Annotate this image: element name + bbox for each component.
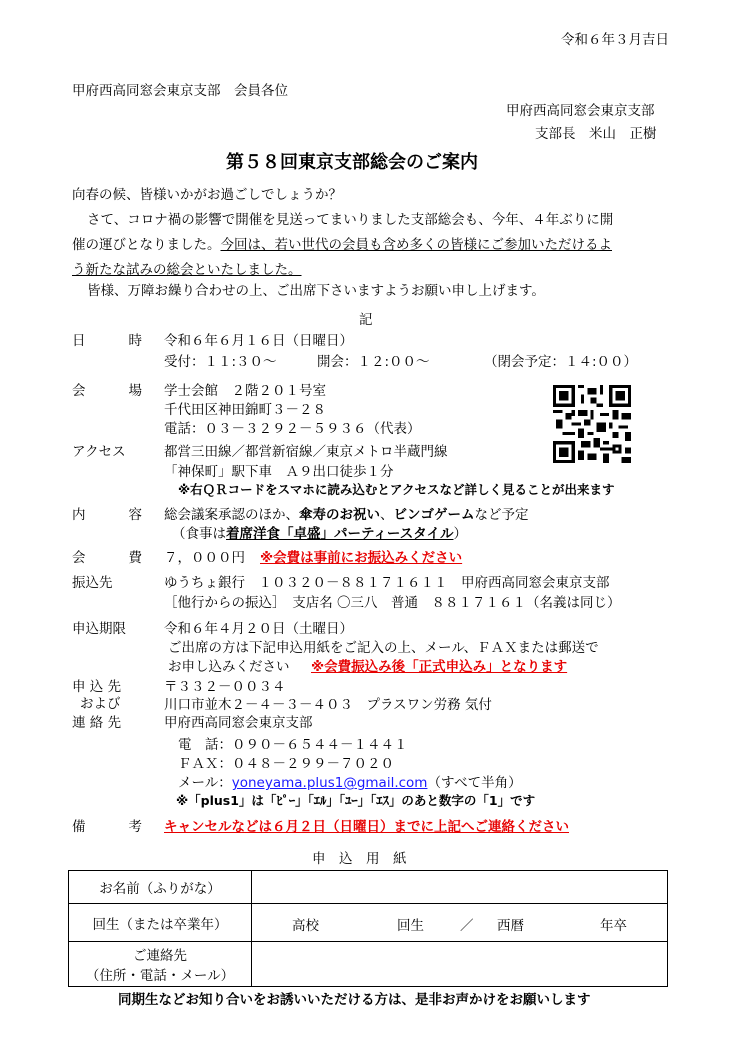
form-contact-label-1: ご連絡先 (133, 948, 187, 964)
venue-phone: 電話：０３－３２９２－５９３６（代表） (164, 421, 421, 437)
venue-address: 千代田区神田錦町３－２８ (164, 402, 326, 418)
qr-note: ※右ＱＲコードをスマホに読み込むとアクセスなど詳しく見ることが出来ます (178, 482, 615, 497)
form-name-field[interactable] (252, 871, 668, 904)
form-kaisei: 回生 (397, 918, 424, 934)
content-planned: など予定 (474, 507, 529, 523)
form-contact-field[interactable] (252, 942, 668, 987)
intro-highlight-1: 今回は、若い世代の会員も含め多くの皆様にご参加いただけるよ (220, 237, 612, 253)
content-label-char-2: 容 (128, 507, 142, 523)
form-class-field[interactable] (252, 904, 668, 942)
venue-label-char-2: 場 (128, 383, 142, 399)
addressee: 甲府西高同窓会東京支部 会員各位 (72, 83, 288, 99)
date-label-char-2: 時 (128, 333, 142, 349)
content-line-1 (164, 503, 529, 523)
intro-line-2: さて、コロナ禍の影響で開催を見送ってまいりました支部総会も、今年、４年ぶりに開 (87, 212, 614, 228)
fee-note: ※会費は事前にお振込みください (260, 550, 463, 566)
date-label-char-1: 日 (72, 333, 86, 349)
remarks-label-char-1: 備 (72, 819, 86, 835)
intro-line-3 (72, 233, 612, 253)
apply-address: 川口市並木２－４－３－４０３ プラスワン労務 気付 (164, 697, 492, 713)
application-form (68, 870, 668, 987)
content-label (72, 503, 142, 523)
sender-org: 甲府西高同窓会東京支部 (506, 103, 655, 119)
access-label: アクセス (72, 444, 126, 460)
mail-label: メール： (178, 775, 232, 791)
date-value: 令和６年６月１６日（日曜日） (164, 333, 353, 349)
contact-label: 連 絡 先 (72, 715, 122, 731)
content-celebration: 傘寿のお祝い (299, 507, 380, 523)
form-highschool: 高校 (292, 918, 319, 934)
intro-highlight-2: う新たな試みの総会といたしました。 (72, 262, 302, 278)
access-lines: 都営三田線／都営新宿線／東京メトロ半蔵門線 (164, 444, 448, 460)
reception-time: 受付：１１:３０～ (164, 354, 277, 370)
meal-close: ） (453, 526, 467, 542)
apply-fax: ＦＡＸ：０４８－２９９－７０２０ (178, 756, 394, 772)
access-station: 「神保町」駅下車 Ａ９出口徒歩１分 (164, 464, 394, 480)
page-title: 第５８回東京支部総会のご案内 (226, 152, 478, 173)
apply-tel: 電 話：０９０－６５４４－１４４１ (178, 737, 408, 753)
intro-line-5: 皆様、万障お繰り合わせの上、ご出席下さいますようお願い申し上げます。 (87, 283, 545, 299)
email-link[interactable]: yoneyama.plus1@gmail.com (231, 775, 428, 791)
deadline-note: ※会費振込み後「正式申込み」となります (311, 659, 568, 675)
apply-label: 申 込 先 (72, 679, 122, 695)
fee-value: ７，０００円 (164, 550, 245, 566)
mail-hint: ※「plus1」は「ﾋﾟｰ」「ｴﾙ」「ﾕｰ」「ｴｽ」のあと数字の「1」です (176, 793, 536, 808)
apply-mail-line (178, 771, 522, 791)
form-contact-label (69, 942, 252, 987)
fee-label-char-1: 会 (72, 550, 86, 566)
remarks-value: キャンセルなどは６月２日（日曜日）までに上記へご連絡ください (164, 819, 569, 835)
qr-code-icon[interactable] (553, 385, 631, 463)
bank-other: ［他行からの振込］ 支店名 〇三八 普通 ８８１７１６１（名義は同じ） (164, 595, 621, 611)
apply-zip: 〒３３２－００３４ (164, 679, 286, 695)
content-agenda: 総会議案承認のほか、 (164, 507, 299, 523)
form-nensotsu: 年卒 (600, 918, 627, 934)
fee-label (72, 546, 142, 566)
ki-mark: 記 (359, 312, 373, 328)
issue-date: 令和６年３月吉日 (561, 32, 669, 48)
meal-style: 着席洋食「卓盛」パーティースタイル (226, 526, 454, 542)
venue-label-char-1: 会 (72, 383, 86, 399)
form-title: 申 込 用 紙 (312, 851, 407, 867)
venue-label (72, 379, 142, 399)
venue-name: 学士会館 ２階２０１号室 (164, 383, 326, 399)
footer-note: 同期生などお知り合いをお誘いいただける方は、是非お声かけをお願いします (118, 992, 591, 1008)
remarks-label-char-2: 考 (128, 819, 142, 835)
content-label-char-1: 内 (72, 507, 86, 523)
apply-org: 甲府西高同窓会東京支部 (164, 715, 313, 731)
form-slash: ／ (460, 918, 474, 934)
remarks-label (72, 815, 142, 835)
opening-time: 開会：１２:００～ (317, 354, 430, 370)
deadline-instructions: ご出席の方は下記申込用紙をご記入の上、メール、ＦＡＸまたは郵送で (168, 640, 599, 656)
content-comma: 、 (380, 507, 394, 523)
form-contact-label-2: （住所・電話・メール） (85, 968, 235, 984)
deadline-apply: お申し込みください (168, 659, 290, 675)
mail-note: （すべて半角） (427, 775, 522, 791)
date-label (72, 329, 142, 349)
deadline-date: 令和６年４月２０日（土曜日） (164, 621, 353, 637)
form-class-label: 回生（または卒業年） (69, 904, 252, 942)
deadline-label: 申込期限 (72, 621, 126, 637)
closing-time: （閉会予定：１４:００） (484, 354, 638, 370)
bank-account: ゆうちょ銀行 １０３２０－８８１７１６１１ 甲府西高同窓会東京支部 (164, 575, 610, 591)
meal-open: （食事は (172, 526, 226, 542)
apply-and-label: および (80, 696, 121, 712)
bank-label: 振込先 (72, 575, 113, 591)
sender-name: 支部長 米山 正樹 (535, 126, 657, 142)
fee-label-char-2: 費 (128, 550, 142, 566)
intro-line-1: 向春の候、皆様いかがお過ごしでしょうか？ (72, 187, 342, 203)
form-seireki: 西暦 (497, 918, 524, 934)
intro-line-3-start: 催の運びとなりました。 (72, 237, 221, 253)
content-line-2 (172, 522, 467, 542)
form-name-label: お名前（ふりがな） (69, 871, 252, 904)
content-bingo: ビンゴゲーム (393, 507, 475, 523)
